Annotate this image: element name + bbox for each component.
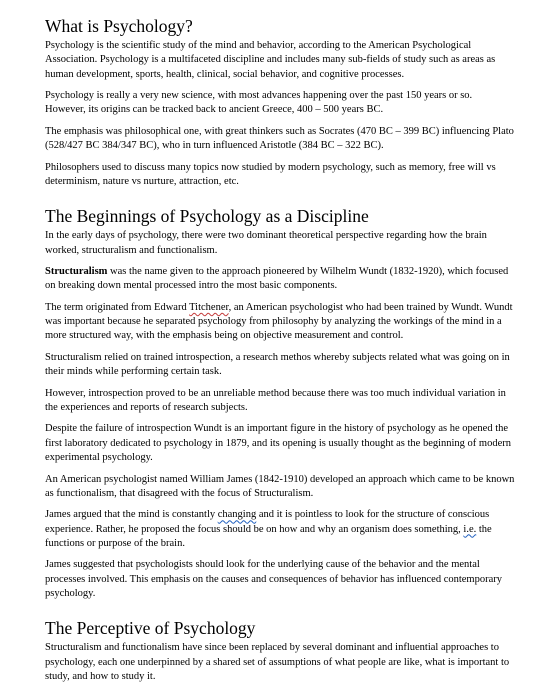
grammar-check-word-changing[interactable]: changing	[217, 509, 257, 521]
paragraph-titchener	[45, 301, 515, 344]
heading-perceptive: The Perceptive of Psychology	[45, 618, 256, 639]
paragraph: Despite the failure of introspection Wundt is an important figure in the history of psychology as he opened the first laboratory dedicated to psychology in 1879, and its opening is usually thought as the beginning of modern experimental psychology.	[45, 423, 512, 464]
paragraph-text: was the name given to the approach pioneered by Wilhelm Wundt (1832-1920), which focused on breaking down mental processed intro the most basic components.	[45, 266, 509, 292]
paragraph-text: the functions or purpose of the brain.	[45, 523, 492, 549]
paragraph-text: , an American psychologist who had been trained by Wundt. Wundt was important because he separated psychology from philosophy by analyzing the workings of the mind in a more structured way, with the emphasis being on objective measurement and control.	[45, 301, 513, 342]
paragraph: James suggested that psychologists should look for the underlying cause of the behavior and the mental processes involved. This emphasis on the causes and consequences of behavior has influenced contemporary psychology.	[45, 559, 503, 599]
paragraph: Structuralism relied on trained introspection, a research methos whereby subjects related what was going on in their minds while performing certain task.	[45, 351, 510, 378]
paragraph: The emphasis was philosophical one, with great thinkers such as Socrates (470 BC – 399 BC) influencing Plato (528/427 BC 384/347 BC), who in turn influenced Aristotle (384 BC – 322 BC).	[45, 125, 514, 152]
paragraph: Structuralism and functionalism have since been replaced by several dominant and influential approaches to psychology, each one underpinned by a shared set of assumptions of what people are like, what is important to study, and how to study it.	[45, 642, 510, 682]
paragraph-text: and it is pointless to look for the structure of conscious experience. Rather, he proposed the focus should be on how and why an organism does something,	[45, 509, 490, 535]
structuralism-term: Structuralism	[45, 266, 108, 278]
paragraph: In the early days of psychology, there were two dominant theoretical perspective regarding how the brain worked, structuralism and functionalism.	[45, 230, 487, 256]
spellcheck-word-titchener[interactable]: Titchener	[189, 301, 229, 313]
paragraph-text: James argued that the mind is constantly	[45, 509, 218, 521]
paragraph: However, introspection proved to be an unreliable method because there was too much individual variation in the experiences and reports of research subjects.	[45, 387, 506, 413]
paragraph: Psychology is the scientific study of the mind and behavior, according to the American Psychological Association. Psychology is a multifaceted discipline and includes many sub-fields of study such as areas as human development, sports, health, clinical, social behavior, and cognitive processes.	[45, 40, 496, 80]
paragraph-text: The term originated from Edward	[45, 301, 190, 313]
paragraph-james	[45, 508, 515, 551]
heading-beginnings: The Beginnings of Psychology as a Discipline	[45, 206, 369, 227]
paragraph: Psychology is really a very new science, with most advances happening over the past 150 years or so. However, its origins can be tracked back to ancient Greece, 400 – 500 years BC.	[45, 90, 473, 116]
heading-what-is-psychology: What is Psychology?	[45, 16, 193, 36]
paragraph: Philosophers used to discuss many topics now studied by modern psychology, such as memory, free will vs determinism, nature vs nurture, attraction, etc.	[45, 161, 496, 187]
paragraph: An American psychologist named William James (1842-1910) developed an approach which came to be known as functionalism, that disagreed with the focus of Structuralism.	[45, 473, 515, 499]
document-page	[45, 16, 515, 691]
grammar-check-word-ie[interactable]: i.e.	[463, 523, 477, 535]
paragraph-structuralism	[45, 265, 515, 294]
